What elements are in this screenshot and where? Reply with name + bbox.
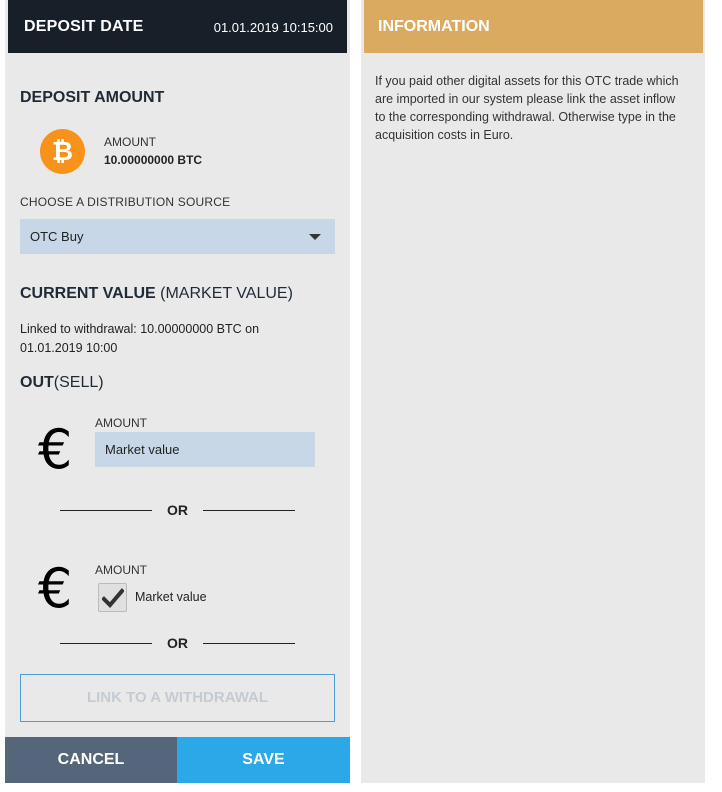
market-value-checkbox[interactable] — [98, 583, 127, 612]
or-divider — [60, 501, 295, 519]
out-title-bold: OUT — [20, 374, 54, 391]
current-value-title-rest: (MARKET VALUE) — [155, 285, 293, 302]
out-amount-placeholder: Market value — [105, 442, 180, 457]
deposit-amount-value: 10.00000000 BTC — [104, 153, 203, 167]
deposit-amount-title — [20, 89, 164, 107]
checkmark-icon — [102, 587, 124, 609]
deposit-date-value: 01.01.2019 10:15:00 — [213, 20, 333, 35]
link-to-withdrawal-button[interactable]: LINK TO A WITHDRAWAL — [20, 674, 335, 722]
divider-line — [203, 510, 295, 511]
or-text: OR — [167, 635, 188, 651]
deposit-amount-label: AMOUNT — [104, 135, 156, 149]
or-text: OR — [167, 502, 188, 518]
current-value-title-bold: CURRENT VALUE — [20, 285, 156, 302]
euro-icon: € — [38, 557, 73, 620]
distribution-source-label: CHOOSE A DISTRIBUTION SOURCE — [20, 195, 231, 209]
out-sell-title — [20, 374, 104, 392]
information-panel — [361, 0, 705, 783]
out-amount-input[interactable] — [95, 432, 315, 467]
deposit-date-title: DEPOSIT DATE — [24, 18, 144, 35]
information-header — [364, 0, 703, 53]
distribution-source-value: OTC Buy — [30, 229, 84, 244]
information-title: INFORMATION — [378, 18, 490, 35]
market-value-checkbox-label[interactable]: Market value — [135, 590, 207, 604]
deposit-panel — [5, 0, 350, 783]
deposit-amount-title-text: DEPOSIT AMOUNT — [20, 89, 165, 106]
save-button[interactable]: SAVE — [177, 737, 350, 783]
euro-icon: € — [38, 418, 73, 481]
divider-line — [203, 643, 295, 644]
current-value-title — [20, 285, 293, 303]
or-divider — [60, 634, 295, 652]
linked-withdrawal-text: Linked to withdrawal: 10.00000000 BTC on 01.01.2019 10:00 — [20, 322, 260, 355]
bitcoin-icon: ₿ — [40, 129, 85, 174]
chevron-down-icon — [309, 234, 321, 240]
cancel-button[interactable]: CANCEL — [5, 737, 177, 783]
out-amount-label: AMOUNT — [95, 416, 147, 430]
deposit-date-header — [8, 0, 347, 53]
out-title-rest: (SELL) — [53, 374, 104, 391]
information-text: If you paid other digital assets for this OTC trade which are imported in our system please link the asset inflow to the corresponding withdrawal. Otherwise type in the acquisition costs in Euro. — [375, 74, 679, 142]
distribution-source-select[interactable] — [20, 219, 335, 254]
out-amount-label-2: AMOUNT — [95, 563, 147, 577]
